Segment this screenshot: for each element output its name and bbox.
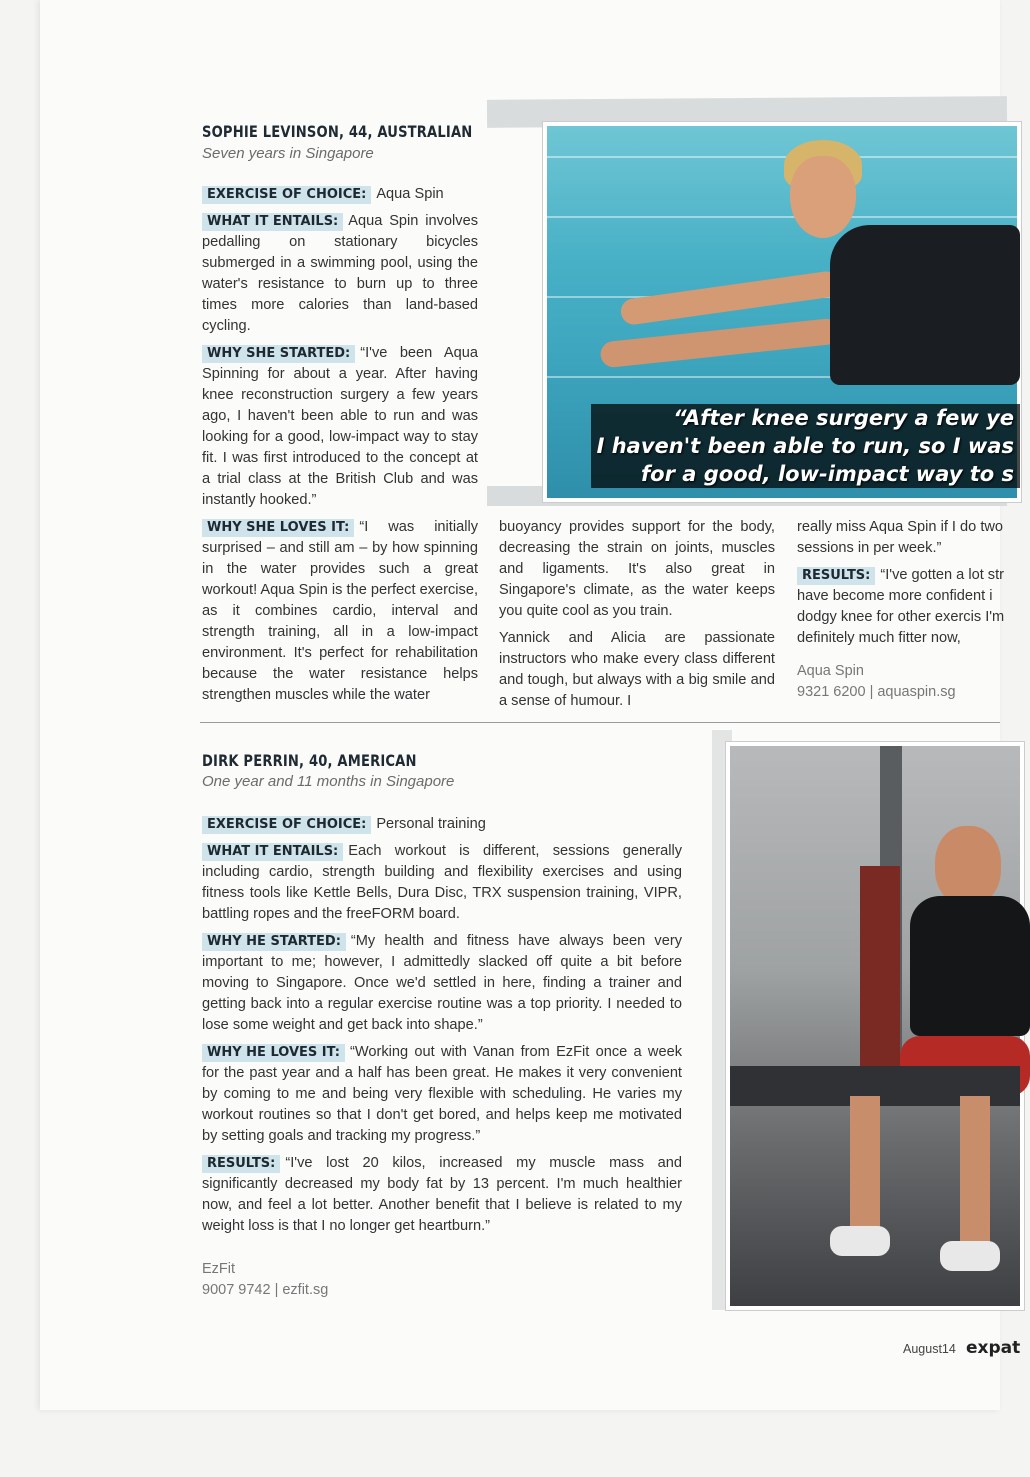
entails-paragraph: [202, 211, 478, 337]
contact-name: EzFit: [202, 1261, 236, 1277]
trainee-shoe: [940, 1241, 1000, 1271]
pool-lane: [547, 156, 1017, 158]
started-text: “My health and fitness have always been very important to me; however, I admittedly slacked off quite a bit before moving to Singapore. Once we'd settled in here, finding a trainer and getting back into a regular exercise routine was a top priority. I needed to lose some weight and get back into shape.”: [202, 933, 682, 1033]
pull-quote-line: for a good, low-impact way to s: [591, 460, 1020, 488]
article-column-3: [797, 517, 1007, 703]
trainee-leg: [960, 1096, 990, 1246]
exercise-paragraph: [202, 184, 478, 205]
gym-pad: [860, 866, 900, 1066]
results-paragraph: [797, 565, 1007, 649]
article-column-4: [202, 814, 682, 1301]
loves-paragraph: [202, 517, 478, 706]
exercise-label: EXERCISE OF CHOICE:: [202, 816, 371, 834]
entails-label: WHAT IT ENTAILS:: [202, 213, 343, 231]
exercise-value: Aqua Spin: [376, 186, 444, 202]
profile-name: DIRK PERRIN, 40, AMERICAN: [202, 751, 417, 770]
started-paragraph: [202, 343, 478, 511]
brand-logo: expat: [966, 1338, 1021, 1358]
personal-training-photo: [726, 742, 1024, 1310]
results-text: “I've lost 20 kilos, increased my muscle mass and significantly decreased my body fat by 13 percent. I'm much healthier now, and feel a lot better. Another benefit that I believe is related to my weight loss is that I no longer get heartburn.”: [202, 1155, 682, 1234]
started-text: “I've been Aqua Spinning for about a year. After having knee reconstruction surgery a few years ago, I haven't been able to run and was looking for a good, low-impact way to stay fit. I was first introduced to the concept at a trial class at the British Club and was instantly hooked.”: [202, 345, 478, 508]
col3-paragraph-1: really miss Aqua Spin if I do two sessions in per week.”: [797, 519, 1004, 556]
results-label: RESULTS:: [202, 1155, 280, 1173]
article-column-1: [202, 184, 478, 712]
pull-quote: [591, 404, 1020, 488]
entails-text: Each workout is different, sessions generally including cardio, strength building and flexibility exercises and using fitness tools like Kettle Bells, Dura Disc, TRX suspension training, VIPR, battling ropes and the freeFORM board.: [202, 843, 682, 922]
swimmer-body: [830, 225, 1020, 385]
entails-label: WHAT IT ENTAILS:: [202, 843, 343, 861]
entails-text: Aqua Spin involves pedalling on stationary bicycles submerged in a swimming pool, using the water's resistance to burn up to three times more calories than land-based cycling.: [202, 213, 478, 334]
profile-subtitle: Seven years in Singapore: [202, 145, 374, 162]
loves-text: “Working out with Vanan from EzFit once a week for the past year and a half has been great. He makes it very convenient by coming to me and being very flexible with scheduling. He varies my workout routines so that I don't get bored, and helps keep me motivated by setting goals and tracking my progress.”: [202, 1044, 682, 1144]
contact-info: 9007 9742 | ezfit.sg: [202, 1282, 329, 1298]
results-label: RESULTS:: [797, 567, 875, 585]
loves-paragraph: [202, 1042, 682, 1147]
pull-quote-line: I haven't been able to run, so I was: [591, 432, 1020, 460]
loves-label: WHY HE LOVES IT:: [202, 1044, 345, 1062]
trainee-leg: [850, 1096, 880, 1236]
article-column-2: [499, 517, 775, 718]
exercise-label: EXERCISE OF CHOICE:: [202, 186, 371, 204]
profile-subtitle: One year and 11 months in Singapore: [202, 773, 455, 790]
loves-text: “I was initially surprised – and still am – by how spinning in the water provides such a great workout! Aqua Spin is the perfect exercise, as it combines cardio, interval and strength training, all in a low-impact environment. It's perfect for rehabilitation because the water resistance helps strengthen muscles while the water: [202, 519, 478, 703]
results-paragraph: [202, 1153, 682, 1237]
started-label: WHY HE STARTED:: [202, 933, 346, 951]
pool-lane: [547, 216, 1017, 218]
col2-paragraph-2: Yannick and Alicia are passionate instructors who make every class different and tough, but always with a big smile and a sense of humour. I: [499, 630, 775, 709]
trainee-face: [935, 826, 1001, 906]
issue-label: August14: [903, 1342, 956, 1356]
contact-info: 9321 6200 | aquaspin.sg: [797, 684, 956, 700]
loves-label: WHY SHE LOVES IT:: [202, 519, 354, 537]
col2-paragraph-1: buoyancy provides support for the body, decreasing the strain on joints, muscles and ligaments. It's also great in Singapore's climate, as the water keeps you quite cool as you train.: [499, 519, 775, 619]
exercise-paragraph: [202, 814, 682, 835]
results-text: “I've gotten a lot str have become more confident i dodgy knee for other exercis I'm definitely much fitter now,: [797, 567, 1005, 646]
swimmer-face: [790, 156, 856, 238]
contact-name: Aqua Spin: [797, 663, 864, 679]
pull-quote-line: “After knee surgery a few ye: [591, 404, 1020, 432]
entails-paragraph: [202, 841, 682, 925]
trainee-shoe: [830, 1226, 890, 1256]
exercise-value: Personal training: [376, 816, 486, 832]
trainee-shirt: [910, 896, 1030, 1036]
section-divider: [200, 722, 1000, 723]
profile-name: SOPHIE LEVINSON, 44, AUSTRALIAN: [202, 122, 473, 141]
started-paragraph: [202, 931, 682, 1036]
started-label: WHY SHE STARTED:: [202, 345, 355, 363]
